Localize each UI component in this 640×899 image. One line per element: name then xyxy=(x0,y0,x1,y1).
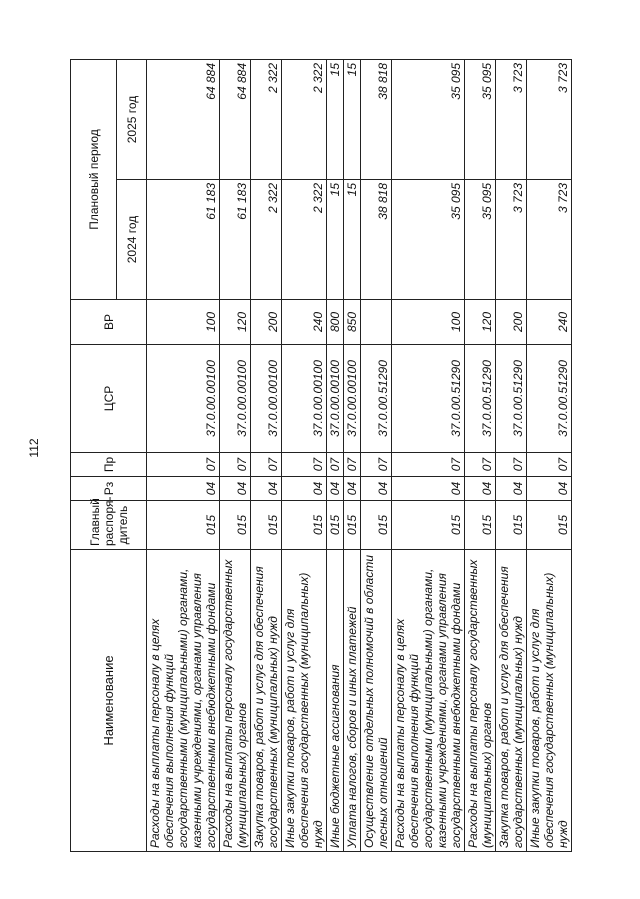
row-vr-cell: 100 xyxy=(392,300,465,345)
row-csr-cell: 37.0.00.00100 xyxy=(220,345,251,453)
row-2024-cell: 15 xyxy=(327,180,344,300)
row-name-cell: Расходы на выплаты персоналу в целях обеспечения выполнения функций государственными (муниципальными) органами, казенными учреждениями, органами управления государственными внебюджетными фондами xyxy=(392,550,465,852)
table-row xyxy=(147,59,220,851)
row-rz-cell: 04 xyxy=(496,477,527,501)
row-csr-cell: 37.0.00.00100 xyxy=(344,345,361,453)
table-row xyxy=(465,59,496,851)
header-planovy-period: Плановый период xyxy=(71,59,117,299)
row-2025-cell: 35 095 xyxy=(465,59,496,179)
row-2024-cell: 15 xyxy=(344,180,361,300)
row-2025-cell: 2 322 xyxy=(282,59,327,179)
row-rz-cell: 04 xyxy=(527,477,572,501)
row-2025-cell: 15 xyxy=(344,59,361,179)
row-rz-cell: 04 xyxy=(251,477,282,501)
row-rz-cell: 04 xyxy=(392,477,465,501)
row-glavny-cell: 015 xyxy=(327,501,344,550)
row-rz-cell: 04 xyxy=(282,477,327,501)
table-row xyxy=(220,59,251,851)
row-pr-cell: 07 xyxy=(527,453,572,477)
row-pr-cell: 07 xyxy=(282,453,327,477)
header-name: Наименование xyxy=(71,550,147,852)
row-glavny-cell: 015 xyxy=(251,501,282,550)
row-pr-cell: 07 xyxy=(251,453,282,477)
row-2024-cell: 2 322 xyxy=(251,180,282,300)
row-2024-cell: 61 183 xyxy=(147,180,220,300)
row-2024-cell: 3 723 xyxy=(496,180,527,300)
row-vr-cell: 100 xyxy=(147,300,220,345)
table-row xyxy=(327,59,344,851)
row-csr-cell: 37.0.00.51290 xyxy=(361,345,392,453)
row-csr-cell: 37.0.00.51290 xyxy=(465,345,496,453)
row-name-cell: Закупка товаров, работ и услуг для обеспечения государственных (муниципальных) нужд xyxy=(496,550,527,852)
row-pr-cell: 07 xyxy=(147,453,220,477)
row-csr-cell: 37.0.00.00100 xyxy=(251,345,282,453)
row-name-cell: Расходы на выплаты персоналу в целях обеспечения выполнения функций государственными (муниципальными) органами, казенными учреждениями, органами управления государственными внебюджетными фондами xyxy=(147,550,220,852)
row-name-cell: Осуществление отдельных полномочий в области лесных отношений xyxy=(361,550,392,852)
row-2025-cell: 15 xyxy=(327,59,344,179)
row-csr-cell: 37.0.00.51290 xyxy=(496,345,527,453)
row-glavny-cell: 015 xyxy=(527,501,572,550)
row-csr-cell: 37.0.00.00100 xyxy=(147,345,220,453)
row-glavny-cell: 015 xyxy=(344,501,361,550)
row-pr-cell: 07 xyxy=(327,453,344,477)
row-name-cell: Иные закупки товаров, работ и услуг для обеспечения государственных (муниципальных) нужд xyxy=(282,550,327,852)
row-vr-cell: 850 xyxy=(344,300,361,345)
page-number: 112 xyxy=(27,438,41,458)
row-rz-cell: 04 xyxy=(344,477,361,501)
row-2024-cell: 61 183 xyxy=(220,180,251,300)
row-vr-cell xyxy=(361,300,392,345)
header-rz: Рз xyxy=(71,477,147,501)
row-2025-cell: 2 322 xyxy=(251,59,282,179)
row-rz-cell: 04 xyxy=(220,477,251,501)
row-vr-cell: 800 xyxy=(327,300,344,345)
row-2024-cell: 3 723 xyxy=(527,180,572,300)
row-2025-cell: 64 884 xyxy=(220,59,251,179)
row-name-cell: Уплата налогов, сборов и иных платежей xyxy=(344,550,361,852)
header-2024: 2024 год xyxy=(117,180,147,300)
row-rz-cell: 04 xyxy=(361,477,392,501)
row-glavny-cell: 015 xyxy=(496,501,527,550)
row-rz-cell: 04 xyxy=(147,477,220,501)
row-2025-cell: 3 723 xyxy=(496,59,527,179)
row-glavny-cell: 015 xyxy=(282,501,327,550)
row-csr-cell: 37.0.00.51290 xyxy=(527,345,572,453)
row-vr-cell: 200 xyxy=(496,300,527,345)
row-pr-cell: 07 xyxy=(496,453,527,477)
row-glavny-cell: 015 xyxy=(147,501,220,550)
row-pr-cell: 07 xyxy=(344,453,361,477)
row-pr-cell: 07 xyxy=(220,453,251,477)
row-name-cell: Расходы на выплаты персоналу государственных (муниципальных) органов xyxy=(465,550,496,852)
table-row xyxy=(392,59,465,851)
row-name-cell: Иные закупки товаров, работ и услуг для обеспечения государственных (муниципальных) нужд xyxy=(527,550,572,852)
row-rz-cell: 04 xyxy=(465,477,496,501)
row-vr-cell: 200 xyxy=(251,300,282,345)
header-vr: ВР xyxy=(71,300,147,345)
row-2024-cell: 35 095 xyxy=(465,180,496,300)
row-csr-cell: 37.0.00.51290 xyxy=(392,345,465,453)
header-2025: 2025 год xyxy=(117,59,147,179)
row-2024-cell: 2 322 xyxy=(282,180,327,300)
table-row xyxy=(496,59,527,851)
row-glavny-cell: 015 xyxy=(392,501,465,550)
row-vr-cell: 240 xyxy=(282,300,327,345)
row-name-cell: Иные бюджетные ассигнования xyxy=(327,550,344,852)
row-2025-cell: 38 818 xyxy=(361,59,392,179)
row-vr-cell: 240 xyxy=(527,300,572,345)
row-2025-cell: 35 095 xyxy=(392,59,465,179)
row-rz-cell: 04 xyxy=(327,477,344,501)
table-row xyxy=(344,59,361,851)
row-name-cell: Закупка товаров, работ и услуг для обеспечения государственных (муниципальных) нужд xyxy=(251,550,282,852)
row-pr-cell: 07 xyxy=(465,453,496,477)
row-name-cell: Расходы на выплаты персоналу государственных (муниципальных) органов xyxy=(220,550,251,852)
row-glavny-cell: 015 xyxy=(220,501,251,550)
header-pr: Пр xyxy=(71,453,147,477)
header-glavny: Главный распоря-дитель xyxy=(71,501,147,550)
table-row xyxy=(361,59,392,851)
row-glavny-cell: 015 xyxy=(361,501,392,550)
header-csr: ЦСР xyxy=(71,345,147,453)
row-2025-cell: 3 723 xyxy=(527,59,572,179)
row-pr-cell: 07 xyxy=(392,453,465,477)
row-2025-cell: 64 884 xyxy=(147,59,220,179)
row-pr-cell: 07 xyxy=(361,453,392,477)
rotated-page xyxy=(70,60,570,852)
row-vr-cell: 120 xyxy=(465,300,496,345)
table-row xyxy=(251,59,282,851)
budget-table xyxy=(70,59,572,852)
table-row xyxy=(282,59,327,851)
row-vr-cell: 120 xyxy=(220,300,251,345)
row-csr-cell: 37.0.00.00100 xyxy=(327,345,344,453)
table-row xyxy=(527,59,572,851)
row-2024-cell: 35 095 xyxy=(392,180,465,300)
row-csr-cell: 37.0.00.00100 xyxy=(282,345,327,453)
row-glavny-cell: 015 xyxy=(465,501,496,550)
row-2024-cell: 38 818 xyxy=(361,180,392,300)
